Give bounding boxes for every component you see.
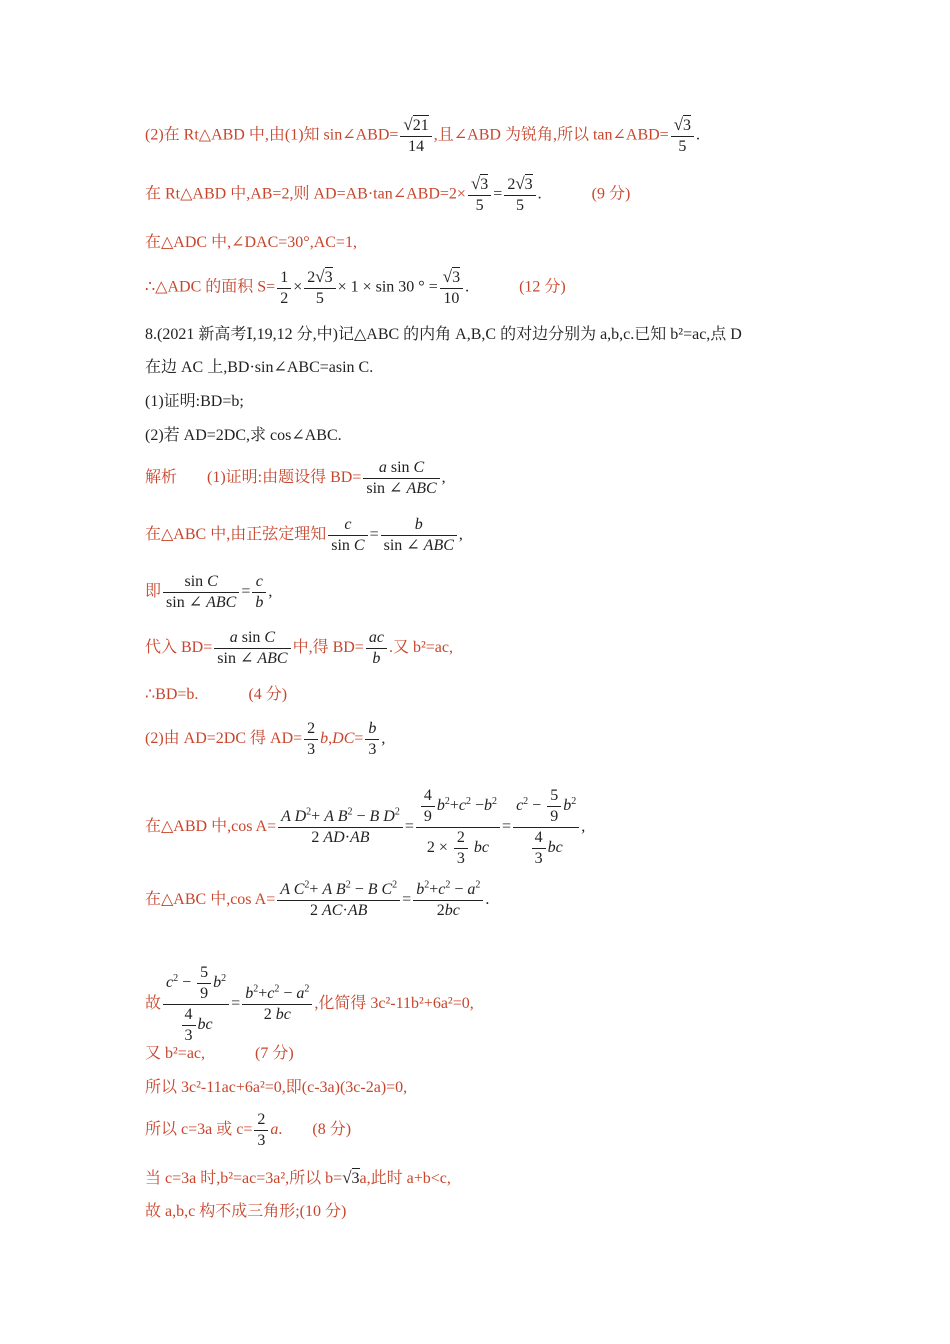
q8-part2: (2)若 AD=2DC,求 cos∠ABC. (145, 427, 342, 444)
frac-sqrt3-over-5-b: $\frac{√3}{5}$ (468, 174, 491, 216)
text-sub-mid: 中,得 BD= (292, 639, 364, 657)
frac-2sqrt3-over-5-c: $\frac{2√3}{5}$ (304, 267, 335, 309)
text-gu: 故 (145, 995, 162, 1013)
frac-gu-left: $c^2$ − $\frac{5}{9}$ $b^2$ $\frac{4}{3}$ bc (163, 963, 229, 1046)
text-again: 又 b²=ac, (145, 1045, 206, 1062)
line-so-c: 所以 c=3a 或 c= $\frac{2}{3}$ a. (8 分) (145, 1111, 352, 1149)
q8-part1: (1)证明:BD=b; (145, 393, 244, 410)
score-9: (9 分) (591, 185, 631, 203)
text-sub-post: .又 b²=ac, (388, 639, 453, 657)
score-7: (7 分) (255, 1045, 294, 1062)
frac-sqrt3-over-5: $\frac{√3}{5}$ (671, 115, 694, 157)
line-sine-law: 在△ABC 中,由正弦定理知 $\frac{c}{\text{sin C}}$ = $\frac{b}{\text{sin ∠ ABC}}$ , (145, 516, 463, 554)
frac-cosA-abc-sub: $\frac{b^2+c^2 - a^2}{2bc}$ (413, 880, 483, 921)
score-4: (4 分) (248, 686, 288, 703)
line-not-triangle (145, 1202, 346, 1222)
frac-ac-over-b: $\frac{ac}{b}$ (366, 628, 387, 669)
text-cosA-abc: 在△ABC 中,cos A= (145, 891, 276, 909)
sol-label: 解析 (145, 469, 178, 487)
line-factor: 所以 3c²-11ac+6a²=0,即(c-3a)(3c-2a)=0, (145, 1079, 408, 1096)
text-when-post: a,此时 a+b<c, (359, 1170, 451, 1187)
frac-cosA-abd-sub: $\frac{4}{9}$ $b^2+c^2 -b^2$ 2 × $\frac{2}{3}$ bc (416, 786, 500, 869)
frac-sqrt21-over-14: $\frac{√21}{14}$ (400, 115, 431, 157)
line-gu: 故 $c^2$ − $\frac{5}{9}$ $b^2$ $\frac{4}{3}$ bc = $\frac{b^2+c^2 - a^2}{2 bc}$ ,化简得 3c²-11b²+6a²=0, (145, 964, 474, 1044)
frac-sqrt3-over-10: $\frac{√3}{10}$ (440, 267, 463, 309)
frac-c-over-b: $\frac{c}{b}$ (252, 572, 266, 613)
frac-cosA-law-abd: $\frac{A D^2+ A B^2 - B D^2}{2 AD\cdot AB}$ (278, 807, 403, 848)
line-cosA-abd: 在△ABD 中,cos A= $\frac{A D^2+ A B^2 - B D^2}{2 AD\cdot AB}$ = $\frac{4}{9}$ $b^2+c^2 -b^2$ 2 × $\frac{2}{3}$ bc = $c^2$ − $\frac{5}{9}$ $b^2$ $\frac{4}{3}$ bc , (145, 787, 586, 867)
line-therefore (145, 685, 287, 705)
frac-b-over-3: $\frac{b}{3}$ (365, 719, 379, 760)
text-sine-law: 在△ABC 中,由正弦定理知 (145, 526, 327, 544)
text-therefore: ∴BD=b. (145, 686, 199, 703)
frac-2-over-3-b: $\frac{2}{3}$ (254, 1110, 268, 1151)
line-p2-sin: (2)在 Rt△ABD 中,由(1)知 sin∠ABD= $\frac{√21}{14}$ ,且∠ABD 为锐角,所以 tan∠ABD= $\frac{√3}{5}$ . (145, 115, 701, 155)
frac-sinC-over-sinABC: $\frac{\text{sin C}}{\text{sin ∠ ABC}}$ (163, 572, 239, 613)
line-adc-given: 在△ADC 中,∠DAC=30°,AC=1, (145, 234, 357, 251)
frac-asinC-over-sinABC-b: $\frac{\text{a sin C}}{\text{sin ∠ ABC}}$ (214, 628, 290, 669)
text-sub-pre: 代入 BD= (145, 639, 213, 657)
frac-gu-right: $\frac{b^2+c^2 - a^2}{2 bc}$ (242, 984, 312, 1025)
frac-cosA-abd-simplified: $c^2$ − $\frac{5}{9}$ $b^2$ $\frac{4}{3}$ bc (513, 786, 579, 869)
line-when (145, 1168, 451, 1189)
frac-c-over-sinC: $\frac{c}{\text{sin C}}$ (328, 515, 367, 556)
score-10: (10 分) (299, 1203, 347, 1220)
text-p2-from: (2)由 AD=2DC 得 AD= (145, 730, 303, 748)
frac-2-over-3: $\frac{2}{3}$ (304, 719, 318, 760)
text-p2-ad: 在 Rt△ABD 中,AB=2,则 AD=AB·tan∠ABD=2× (145, 185, 466, 203)
text-p2-intro: (2)在 Rt△ABD 中,由(1)知 sin∠ABD= (145, 126, 399, 144)
q8-line2: 在边 AC 上,BD·sin∠ABC=asin C. (145, 359, 374, 376)
text-cosA-abd: 在△ABD 中,cos A= (145, 818, 277, 836)
frac-b-over-sinABC: $\frac{b}{\text{sin ∠ ABC}}$ (381, 515, 457, 556)
line-substitute (145, 628, 453, 669)
line-ie: 即 $\frac{\text{sin C}}{\text{sin ∠ ABC}}$ = $\frac{c}{b}$ , (145, 573, 273, 611)
text-when-pre: 当 c=3a 时,b²=ac=3a²,所以 b= (145, 1170, 343, 1187)
line-p2-from: (2)由 AD=2DC 得 AD= $\frac{2}{3}$ b,DC= $\frac{b}{3}$ , (145, 720, 386, 758)
frac-half: $\frac{1}{2}$ (277, 268, 291, 309)
text-not-triangle: 故 a,b,c 构不成三角形; (145, 1203, 300, 1220)
score-12: (12 分) (519, 278, 566, 296)
line-area: ∴△ADC 的面积 S= $\frac{1}{2}$ × $\frac{2√3}{5}$ × 1 × sin 30 ° = $\frac{√3}{10}$ . (12 分) (145, 267, 566, 307)
text-p2-acute: ,且∠ABD 为锐角,所以 tan∠ABD= (433, 126, 669, 144)
score-8: (8 分) (312, 1121, 352, 1139)
text-simplify: ,化简得 3c²-11b²+6a²=0, (314, 995, 474, 1013)
radical-3: √3 (342, 1168, 360, 1187)
line-cosA-abc: 在△ABC 中,cos A= $\frac{A C^2+ A B^2 - B C^2}{2 AC\cdot AB}$ = $\frac{b^2+c^2 - a^2}{2bc}$ . (145, 879, 490, 919)
line-sol1: 解析 (1)证明:由题设得 BD= $\frac{\text{a sin C}}{\text{sin ∠ ABC}}$ , (145, 459, 446, 497)
text-sol1-pre: (1)证明:由题设得 BD= (207, 469, 362, 487)
q8-line1: 8.(2021 新高考Ⅰ,19,12 分,中)记△ABC 的内角 A,B,C 的对边分别为 a,b,c.已知 b²=ac,点 D (145, 326, 742, 343)
line-p2-ad: 在 Rt△ABD 中,AB=2,则 AD=AB·tan∠ABD=2× $\frac{√3}{5}$ = $\frac{2√3}{5}$ . (9 分) (145, 174, 631, 214)
text-area-pre: ∴△ADC 的面积 S= (145, 278, 276, 296)
line-again (145, 1044, 294, 1064)
frac-2sqrt3-over-5: $\frac{2√3}{5}$ (504, 174, 535, 216)
text-so-c: 所以 c=3a 或 c= (145, 1121, 253, 1139)
frac-asinC-over-sinABC: $\frac{\text{a sin C}}{\text{sin ∠ ABC}}$ (363, 458, 439, 499)
text-ie: 即 (145, 583, 162, 601)
frac-cosA-law-abc: $\frac{A C^2+ A B^2 - B C^2}{2 AC\cdot AB}$ (277, 880, 400, 921)
